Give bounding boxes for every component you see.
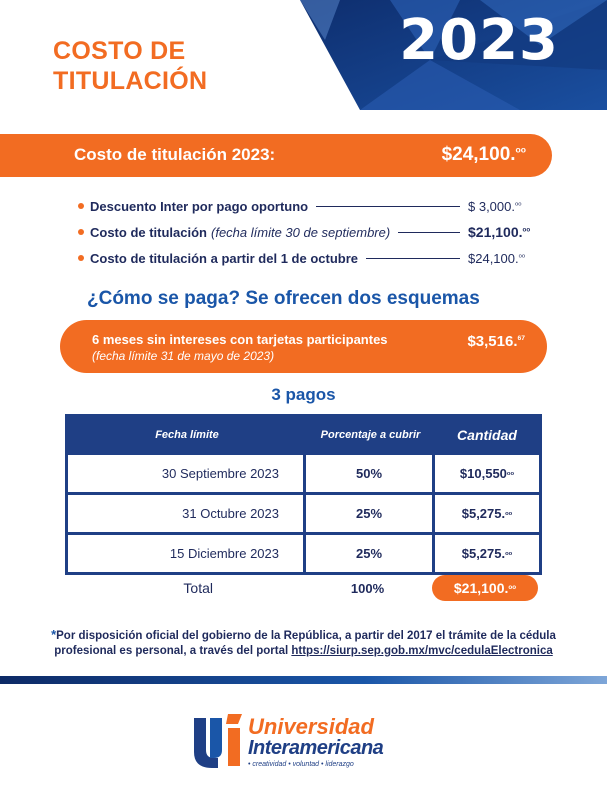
cell-amount-value: $5,275. xyxy=(461,506,506,521)
header xyxy=(0,0,607,117)
item-note: (fecha límite 30 de septiembre) xyxy=(211,224,391,240)
banner-amount: $24,100. xyxy=(441,144,516,165)
item-label: Descuento Inter por pago oportuno xyxy=(90,198,309,214)
msi-amount-value: $3,516. xyxy=(467,333,518,350)
list-item xyxy=(78,219,548,245)
header-percentage: Porcentaje a cubrir xyxy=(320,428,421,441)
cell-date: 30 Septiembre 2023 xyxy=(68,455,306,492)
ui-logo-icon xyxy=(190,712,245,770)
item-label: Costo de titulación a partir del 1 de octubre xyxy=(90,250,358,266)
item-cents: oo xyxy=(518,253,526,260)
asterisk: * xyxy=(51,627,57,642)
footer-divider xyxy=(0,676,607,684)
table-row xyxy=(68,532,539,572)
leader-line xyxy=(398,232,460,233)
msi-option xyxy=(60,320,547,373)
banner-label: Costo de titulación 2023: xyxy=(74,145,276,164)
item-amount xyxy=(468,251,548,266)
table-header xyxy=(68,417,539,452)
total-amount-value: $21,100. xyxy=(453,580,509,596)
cell-amount: $5,275. oo xyxy=(461,546,513,561)
total-percentage: 100% xyxy=(350,580,385,596)
cell-date: 15 Diciembre 2023 xyxy=(68,535,306,572)
logo-name-line-2: Interamericana xyxy=(248,737,384,759)
cell-amount: $10,550 oo xyxy=(459,466,515,481)
item-amount-value: $24,100. xyxy=(468,250,519,266)
table-row xyxy=(68,452,539,492)
payment-schemes-heading: ¿Cómo se paga? Se ofrecen dos esquemas xyxy=(87,288,480,309)
header-amount: Cantidad xyxy=(457,426,517,443)
banner-cents: oo xyxy=(515,144,526,155)
cost-banner xyxy=(0,134,552,177)
cell-date: 31 Octubre 2023 xyxy=(68,495,306,532)
disclaimer-text: Por disposición oficial del gobierno de la República, a partir del 2017 el trámite de la cédula profesional es personal, a través del portal xyxy=(54,630,556,657)
cell-percentage: 25% xyxy=(306,535,435,572)
total-amount: $21,100. oo xyxy=(432,575,538,601)
list-item xyxy=(78,193,548,219)
item-cents: oo xyxy=(515,201,522,208)
disclaimer xyxy=(30,627,577,659)
title-line-2: TITULACIÓN xyxy=(53,67,208,95)
msi-amount xyxy=(467,333,525,350)
portal-link[interactable]: https://siurp.sep.gob.mx/mvc/cedulaElectronica xyxy=(291,645,553,657)
cell-percentage: 25% xyxy=(306,495,435,532)
item-amount xyxy=(468,224,548,240)
table-row xyxy=(68,492,539,532)
bullet-dot-icon xyxy=(78,203,84,209)
cost-breakdown-list xyxy=(78,193,548,271)
year-label: 2023 xyxy=(399,8,559,73)
page-title xyxy=(53,36,207,96)
leader-line xyxy=(316,206,460,207)
msi-cents: 67 xyxy=(517,335,525,342)
leader-line xyxy=(366,258,460,259)
cell-amount-value: $5,275. xyxy=(461,546,506,561)
banner-value xyxy=(442,144,526,166)
cell-amount: $5,275. oo xyxy=(461,506,513,521)
logo-tagline: • creatividad • voluntad • liderazgo xyxy=(248,761,354,768)
list-item xyxy=(78,245,548,271)
msi-deadline: (fecha límite 31 de mayo de 2023) xyxy=(92,349,275,363)
payments-table xyxy=(65,414,542,575)
cell-amount-value: $10,550 xyxy=(459,466,507,481)
title-line-1: COSTO DE xyxy=(53,37,186,65)
bullet-dot-icon xyxy=(78,229,84,235)
header-date: Fecha límite xyxy=(155,428,219,441)
total-label: Total xyxy=(183,580,213,596)
item-amount xyxy=(468,199,548,214)
logo-name-line-1: Universidad xyxy=(248,714,374,739)
bullet-dot-icon xyxy=(78,255,84,261)
total-row xyxy=(65,575,542,601)
item-label: Costo de titulación xyxy=(90,224,207,240)
university-logo xyxy=(190,712,430,772)
msi-label: 6 meses sin intereses con tarjetas participantes xyxy=(92,332,388,347)
three-payments-heading: 3 pagos xyxy=(271,385,336,404)
item-cents: oo xyxy=(522,226,531,234)
item-amount-value: $ 3,000. xyxy=(468,198,515,214)
cell-percentage: 50% xyxy=(306,455,435,492)
item-amount-value: $21,100. xyxy=(468,224,523,240)
